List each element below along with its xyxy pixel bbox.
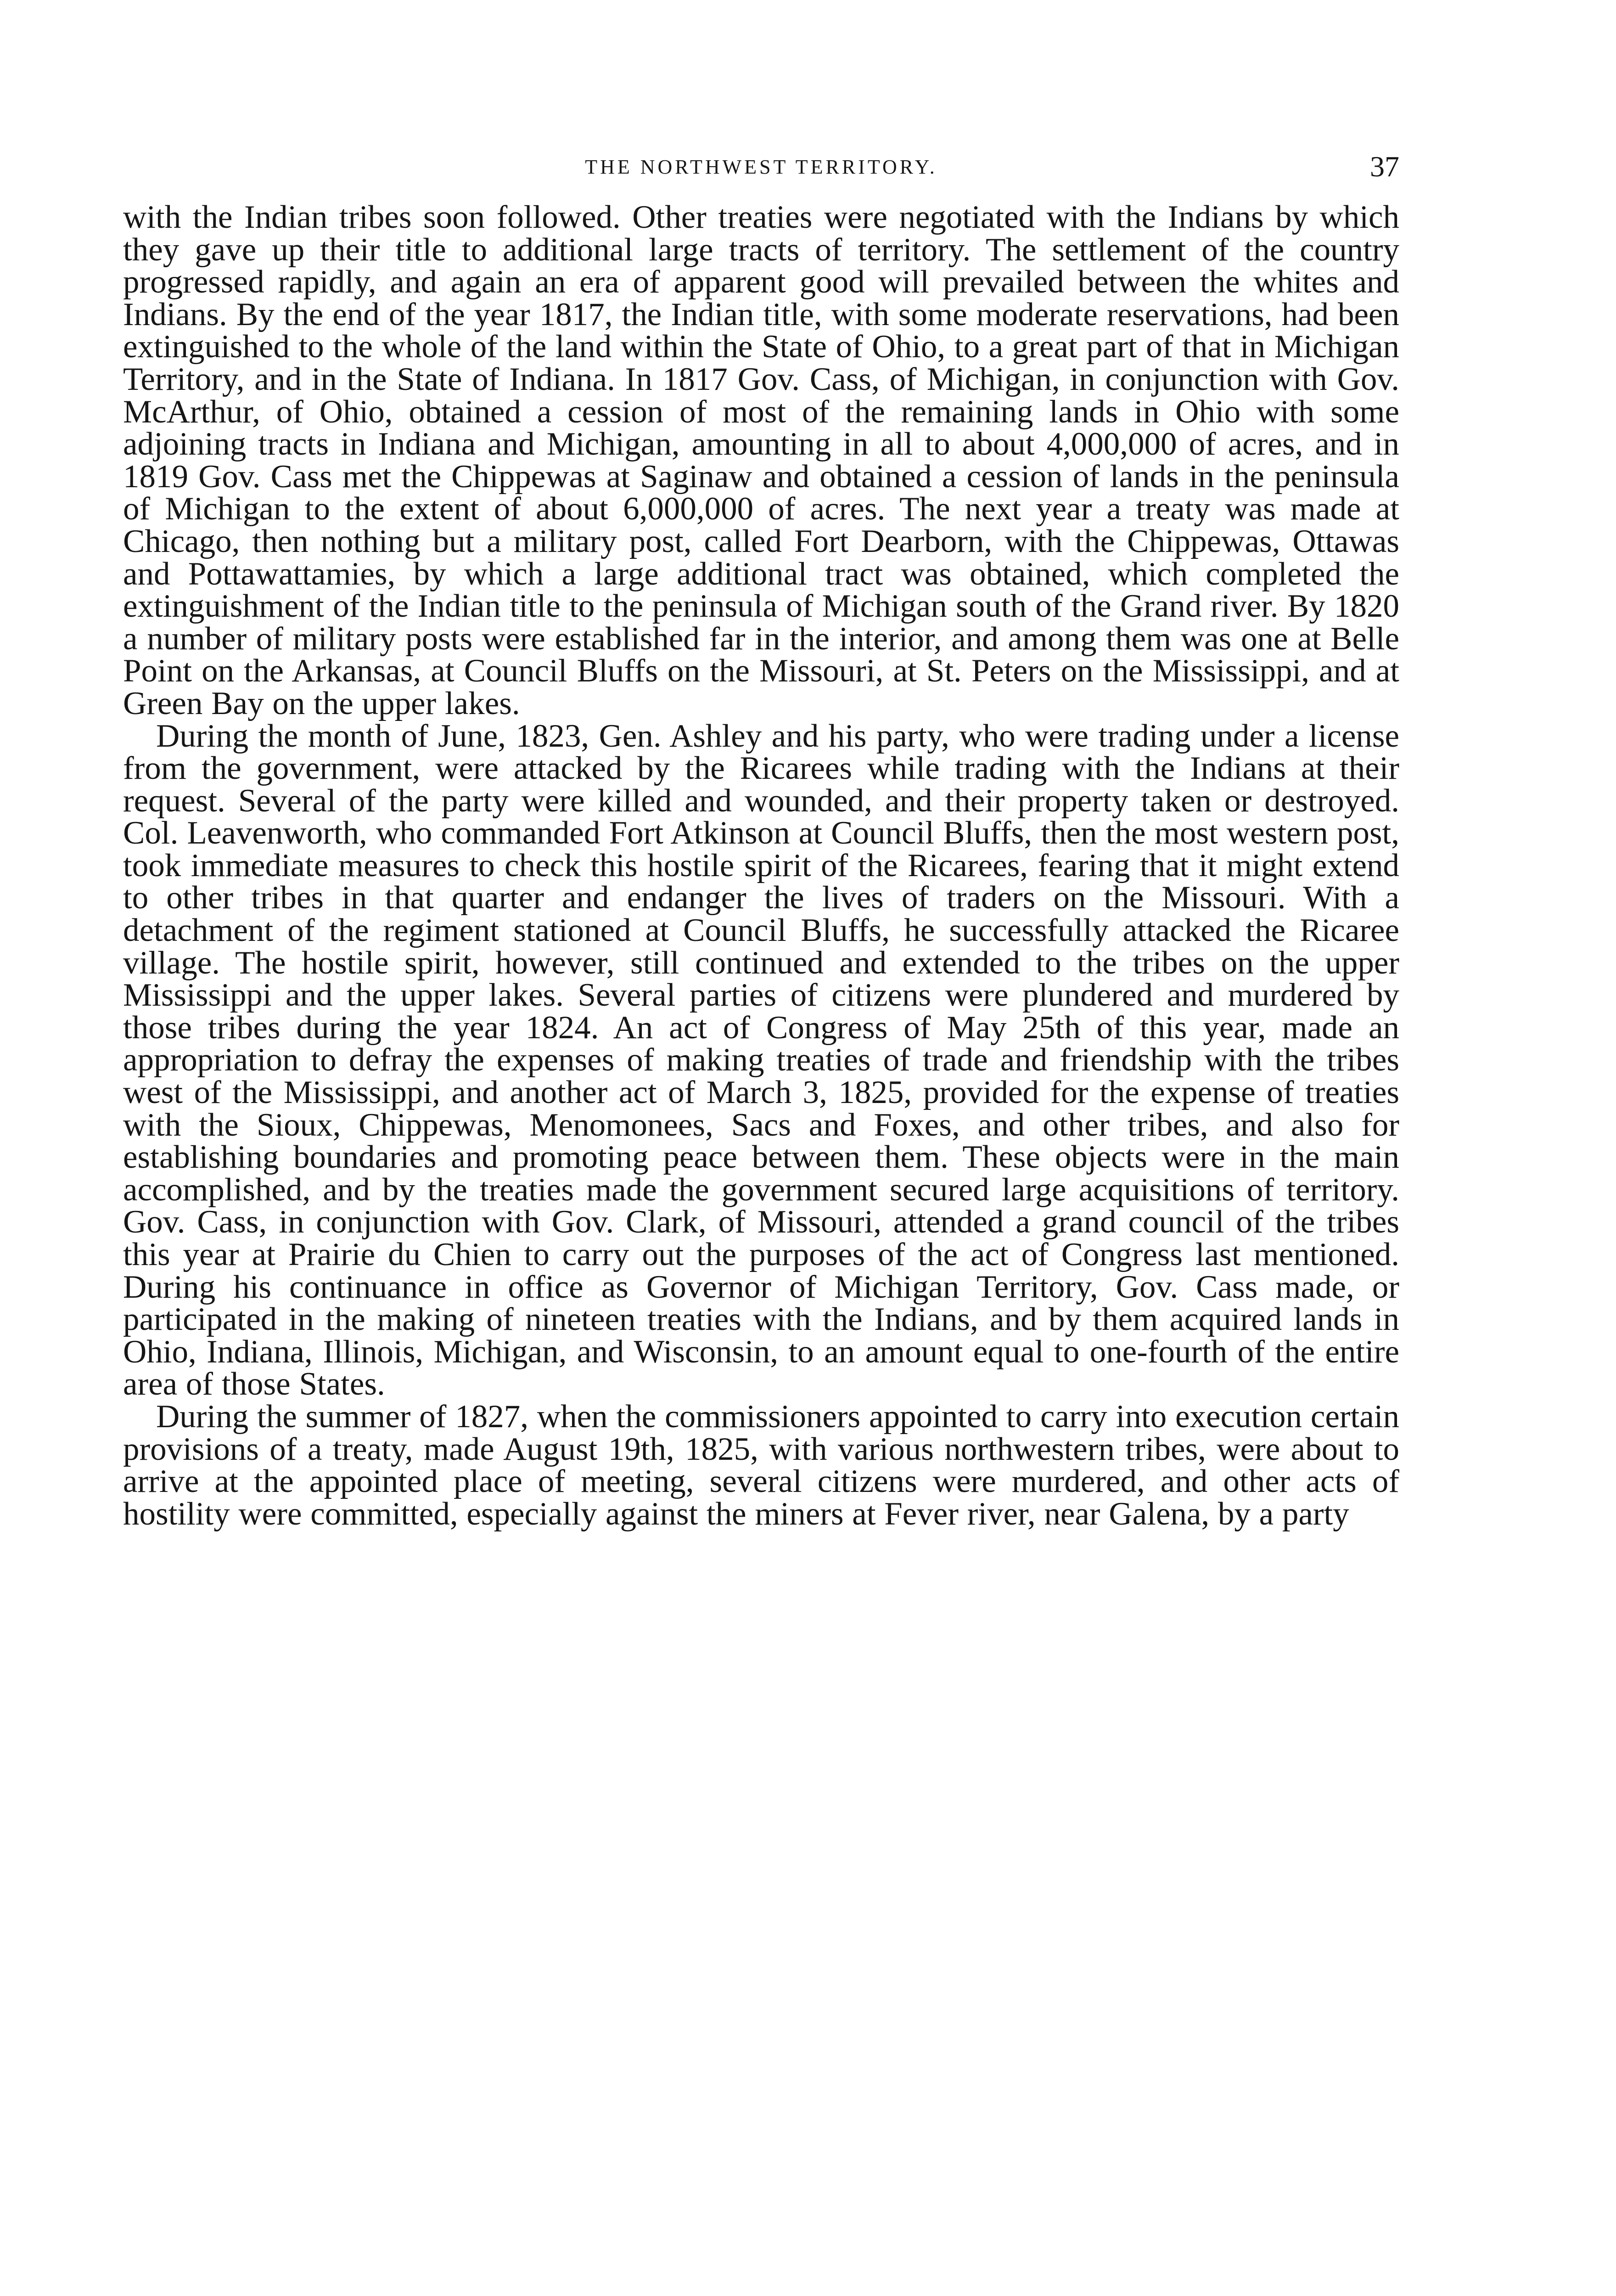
paragraph-1: with the Indian tribes soon followed. Other treaties were negotiated with the Indians by which they gave up their title to additional large tracts of territory. The settlement of the country progressed rapidly, and again an era of apparent good will prevailed between the whites and Indians. By the end of the year 1817, the Indian title, with some moderate reservations, had been extinguished to the whole of the land within the State of Ohio, to a great part of that in Michigan Territory, and in the State of Indiana. In 1817 Gov. Cass, of Michigan, in conjunction with Gov. McArthur, of Ohio, obtained a cession of most of the remaining lands in Ohio with some adjoining tracts in Indiana and Michigan, amounting in all to about 4,000,000 of acres, and in 1819 Gov. Cass met the Chippewas at Saginaw and obtained a cession of lands in the peninsula of Michigan to the extent of about 6,000,000 of acres. The next year a treaty was made at Chicago, then nothing but a military post, called Fort Dearborn, with the Chippewas, Ottawas and Pottawattamies, by which a large additional tract was obtained, which completed the extinguishment of the Indian title to the peninsula of Michigan south of the Grand river. By 1820 a number of military posts were established far in the interior, and among them was one at Belle Point on the Arkansas, at Council Bluffs on the Missouri, at St. Peters on the Mississippi, and at Green Bay on the upper lakes. xyxy=(123,199,1399,721)
body-text xyxy=(123,201,1399,1530)
paragraph-3: During the summer of 1827, when the commissioners appointed to carry into execution certain provisions of a treaty, made August 19th, 1825, with various northwestern tribes, were about to arrive at the appointed place of meeting, several citizens were murdered, and other acts of hostility were committed, especially against the miners at Fever river, near Galena, by a party xyxy=(123,1398,1399,1532)
running-header xyxy=(123,146,1399,197)
page-number: 37 xyxy=(1370,150,1399,183)
book-page xyxy=(123,146,1399,1530)
running-title: THE NORTHWEST TERRITORY. xyxy=(585,156,937,178)
paragraph-2: During the month of June, 1823, Gen. Ashley and his party, who were trading under a license from the government, were attacked by the Ricarees while trading with the Indians at their request. Several of the party were killed and wounded, and their property taken or destroyed. Col. Leavenworth, who commanded Fort Atkinson at Council Bluffs, then the most western post, took immediate measures to check this hostile spirit of the Ricarees, fearing that it might extend to other tribes in that quarter and endanger the lives of traders on the Missouri. With a detachment of the regiment stationed at Council Bluffs, he successfully attacked the Ricaree village. The hostile spirit, however, still continued and extended to the tribes on the upper Mississippi and the upper lakes. Several parties of citizens were plundered and murdered by those tribes during the year 1824. An act of Congress of May 25th of this year, made an appropriation to defray the expenses of making treaties of trade and friendship with the tribes west of the Mississippi, and another act of March 3, 1825, provided for the expense of treaties with the Sioux, Chippewas, Menomonees, Sacs and Foxes, and other tribes, and also for establishing boundaries and promoting peace between them. These objects were in the main accomplished, and by the treaties made the government secured large acquisitions of territory. Gov. Cass, in conjunction with Gov. Clark, of Missouri, attended a grand council of the tribes this year at Prairie du Chien to carry out the purposes of the act of Congress last mentioned. During his continuance in office as Governor of Michigan Territory, Gov. Cass made, or participated in the making of nineteen treaties with the Indians, and by them acquired lands in Ohio, Indiana, Illinois, Michigan, and Wisconsin, to an amount equal to one-fourth of the entire area of those States. xyxy=(123,718,1399,1402)
